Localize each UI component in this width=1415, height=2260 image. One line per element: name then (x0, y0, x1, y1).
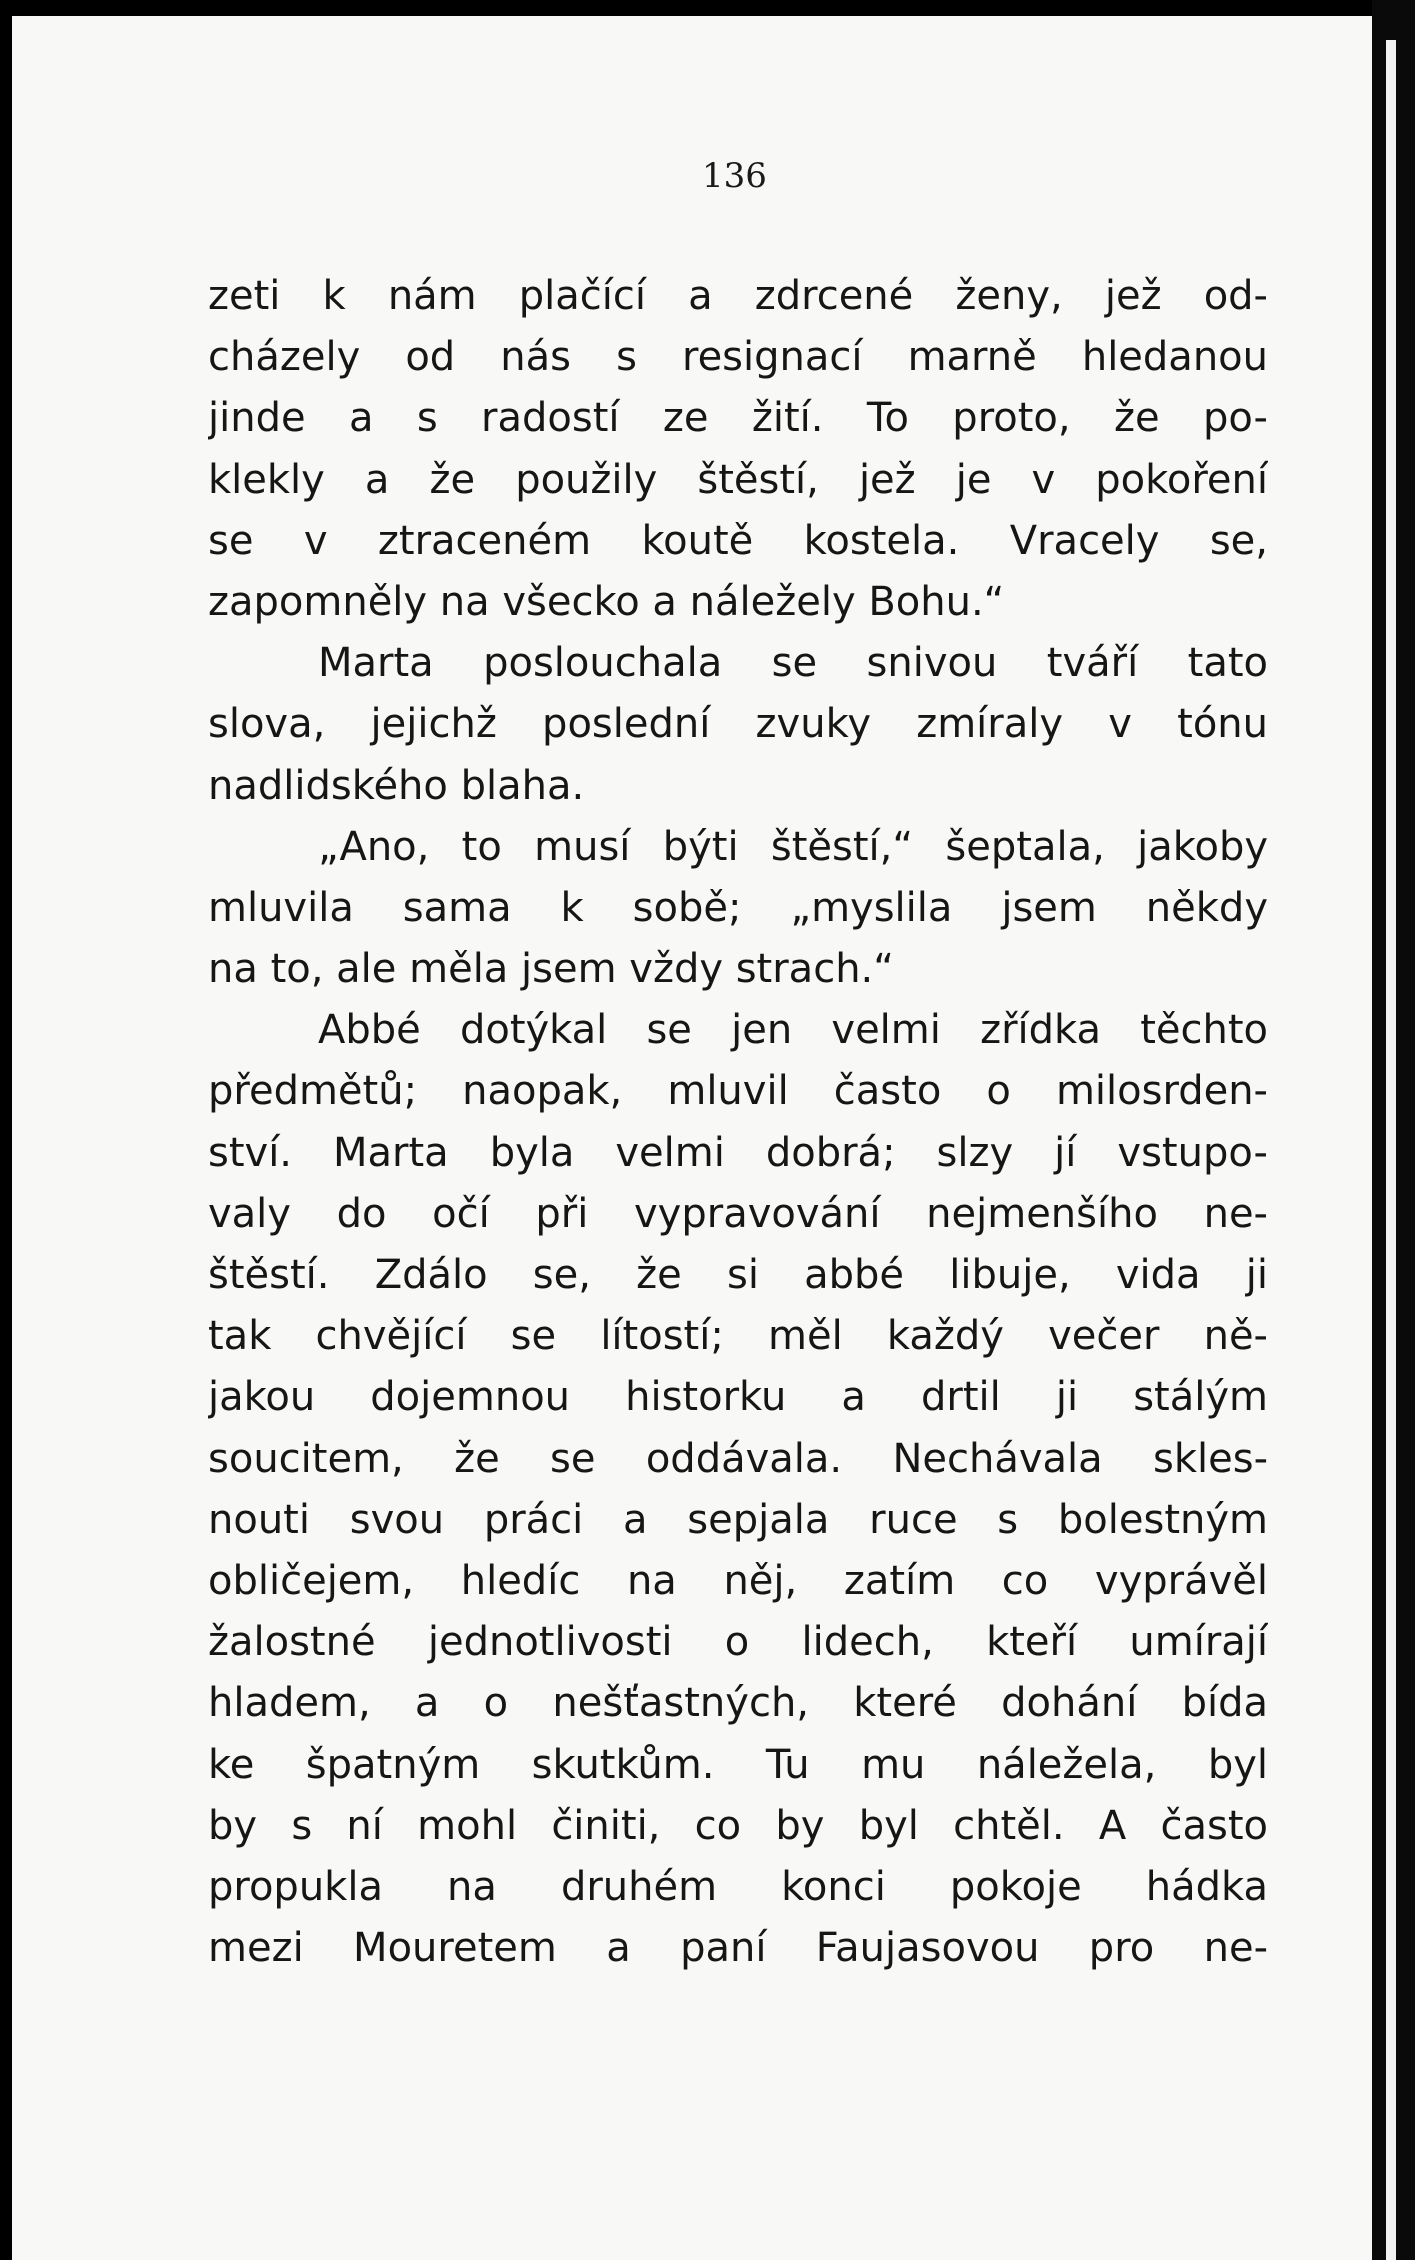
text-line: propukla na druhém konci pokoje hádka (208, 1863, 1268, 1910)
text-line: klekly a že použily štěstí, jež je v pokoření (208, 456, 1268, 503)
text-line: slova, jejichž poslední zvuky zmíraly v tónu (208, 701, 1268, 748)
text-line: tak chvějící se lítostí; měl každý večer ně- (208, 1313, 1268, 1360)
text-line: valy do očí při vypravování nejmenšího ne- (208, 1190, 1268, 1237)
text-line: se v ztraceném koutě kostela. Vracely se, (208, 517, 1268, 564)
text-line: „Ano, to musí býti štěstí,“ šeptala, jakoby (318, 823, 1268, 870)
text-line: mezi Mouretem a paní Faujasovou pro ne- (208, 1925, 1268, 1972)
text-line: štěstí. Zdálo se, že si abbé libuje, vida ji (208, 1252, 1268, 1298)
scan-right-edge (1372, 0, 1415, 2260)
text-line: jakou dojemnou historku a drtil ji stálým (208, 1374, 1268, 1421)
text-line: Marta poslouchala se snivou tváří tato (318, 640, 1268, 687)
text-line: hladem, a o nešťastných, které dohání bída (208, 1680, 1268, 1727)
text-line: předmětů; naopak, mluvil často o milosrden- (208, 1068, 1268, 1115)
text-line: nouti svou práci a sepjala ruce s bolestným (208, 1496, 1268, 1543)
text-line: ke špatným skutkům. Tu mu náležela, byl (208, 1741, 1268, 1788)
text-line: soucitem, že se oddávala. Nechávala skles- (208, 1435, 1268, 1482)
text-line: cházely od nás s resignací marně hledanou (208, 334, 1268, 381)
text-line: Abbé dotýkal se jen velmi zřídka těchto (318, 1007, 1268, 1054)
page-number: 136 (702, 156, 767, 196)
text-line: by s ní mohl činiti, co by byl chtěl. A často (208, 1802, 1268, 1849)
text-line: ství. Marta byla velmi dobrá; slzy jí vstupo- (208, 1129, 1268, 1176)
text-line: nadlidského blaha. (208, 762, 585, 809)
book-page (12, 16, 1372, 2260)
next-page-edge (1386, 40, 1396, 2260)
text-line: zeti k nám plačící a zdrcené ženy, jež od- (208, 273, 1268, 319)
body-text (208, 266, 1268, 1979)
text-line: zapomněly na všecko a náležely Bohu.“ (208, 578, 1005, 625)
text-line: obličejem, hledíc na něj, zatím co vyprávěl (208, 1557, 1268, 1604)
text-line: žalostné jednotlivosti o lidech, kteří umírají (208, 1619, 1268, 1666)
text-line: na to, ale měla jsem vždy strach.“ (208, 946, 894, 993)
text-line: jinde a s radostí ze žití. To proto, že po- (208, 395, 1268, 442)
text-line: mluvila sama k sobě; „myslila jsem někdy (208, 884, 1268, 931)
